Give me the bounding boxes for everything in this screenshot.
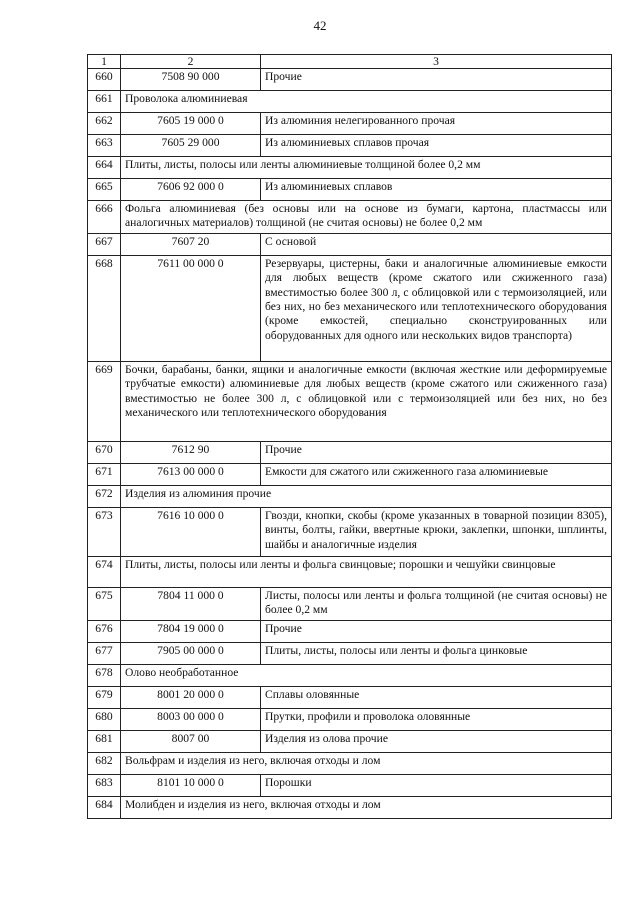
tnved-code: 8003 00 000 0: [121, 708, 261, 730]
row-number: 676: [88, 620, 121, 642]
goods-description: Сплавы оловянные: [261, 686, 612, 708]
row-number: 668: [88, 255, 121, 361]
group-heading: Молибден и изделия из него, включая отходы и лом: [121, 796, 612, 818]
tnved-code: 7611 00 000 0: [121, 255, 261, 361]
table-row: [88, 642, 612, 664]
table-row: [88, 587, 612, 620]
tnved-code: 7605 19 000 0: [121, 113, 261, 135]
table-row: [88, 201, 612, 234]
group-heading: Вольфрам и изделия из него, включая отходы и лом: [121, 752, 612, 774]
tnved-code: 7804 11 000 0: [121, 587, 261, 620]
tnved-code: 7606 92 000 0: [121, 179, 261, 201]
goods-description: Гвозди, кнопки, скобы (кроме указанных в товарной позиции 8305), винты, болты, гайки, ввертные крюки, заклепки, шпонки, шплинты, шайбы и аналогичные изделия: [261, 507, 612, 556]
header-col-2: 2: [121, 55, 261, 69]
row-number: 675: [88, 587, 121, 620]
row-number: 680: [88, 708, 121, 730]
table-row: [88, 686, 612, 708]
row-number: 666: [88, 201, 121, 234]
page-number: 42: [313, 18, 327, 33]
goods-description: Порошки: [261, 774, 612, 796]
row-number: 683: [88, 774, 121, 796]
table-row: [88, 774, 612, 796]
goods-description: Из алюминиевых сплавов: [261, 179, 612, 201]
goods-description: С основой: [261, 233, 612, 255]
goods-description: Прочие: [261, 441, 612, 463]
goods-description: Плиты, листы, полосы или ленты и фольга цинковые: [261, 642, 612, 664]
header-col-1: 1: [88, 55, 121, 69]
row-number: 665: [88, 179, 121, 201]
table-row: [88, 179, 612, 201]
tnved-code: 7616 10 000 0: [121, 507, 261, 556]
row-number: 662: [88, 113, 121, 135]
table-row: [88, 157, 612, 179]
goods-table: [87, 54, 612, 819]
group-heading: Плиты, листы, полосы или ленты алюминиевые толщиной более 0,2 мм: [121, 157, 612, 179]
table-row: [88, 91, 612, 113]
row-number: 681: [88, 730, 121, 752]
table-row: [88, 485, 612, 507]
group-heading: Фольга алюминиевая (без основы или на основе из бумаги, картона, пластмассы или аналогичных материалов) толщиной (не считая основы) не более 0,2 мм: [121, 201, 612, 234]
tnved-code: 7607 20: [121, 233, 261, 255]
row-number: 677: [88, 642, 121, 664]
row-number: 679: [88, 686, 121, 708]
group-heading: Проволока алюминиевая: [121, 91, 612, 113]
row-number: 669: [88, 361, 121, 441]
table-row: [88, 135, 612, 157]
group-heading: Плиты, листы, полосы или ленты и фольга свинцовые; порошки и чешуйки свинцовые: [121, 556, 612, 587]
table-row: [88, 752, 612, 774]
tnved-code: 8001 20 000 0: [121, 686, 261, 708]
row-number: 682: [88, 752, 121, 774]
row-number: 674: [88, 556, 121, 587]
table-row: [88, 255, 612, 361]
table-row: [88, 507, 612, 556]
tnved-code: 7508 90 000: [121, 69, 261, 91]
table-header-row: [88, 55, 612, 69]
table-row: [88, 233, 612, 255]
header-col-3: 3: [261, 55, 612, 69]
table-row: [88, 796, 612, 818]
table-row: [88, 664, 612, 686]
tnved-code: 7804 19 000 0: [121, 620, 261, 642]
goods-description: Емкости для сжатого или сжиженного газа алюминиевые: [261, 463, 612, 485]
row-number: 672: [88, 485, 121, 507]
row-number: 684: [88, 796, 121, 818]
tnved-code: 7605 29 000: [121, 135, 261, 157]
table-row: [88, 730, 612, 752]
table-row: [88, 441, 612, 463]
goods-description: Прутки, профили и проволока оловянные: [261, 708, 612, 730]
row-number: 667: [88, 233, 121, 255]
group-heading: Олово необработанное: [121, 664, 612, 686]
goods-description: Изделия из олова прочие: [261, 730, 612, 752]
table-row: [88, 708, 612, 730]
tnved-code: 8101 10 000 0: [121, 774, 261, 796]
table-row: [88, 69, 612, 91]
row-number: 673: [88, 507, 121, 556]
row-number: 670: [88, 441, 121, 463]
row-number: 663: [88, 135, 121, 157]
goods-description: Из алюминия нелегированного прочая: [261, 113, 612, 135]
table-row: [88, 361, 612, 441]
goods-description: Прочие: [261, 620, 612, 642]
row-number: 661: [88, 91, 121, 113]
row-number: 664: [88, 157, 121, 179]
table-row: [88, 620, 612, 642]
row-number: 660: [88, 69, 121, 91]
table-row: [88, 463, 612, 485]
goods-description: Листы, полосы или ленты и фольга толщиной (не считая основы) не более 0,2 мм: [261, 587, 612, 620]
tnved-code: 7905 00 000 0: [121, 642, 261, 664]
row-number: 678: [88, 664, 121, 686]
goods-description: Прочие: [261, 69, 612, 91]
group-heading: Бочки, барабаны, банки, ящики и аналогичные емкости (включая жесткие или деформируемые трубчатые емкости) алюминиевые для любых веществ (кроме сжатого или сжиженного газа) вместимостью не более 300 л, с облицовкой или с термоизоляцией или без них, но без механического или теплотехнического оборудования: [121, 361, 612, 441]
tnved-code: 7613 00 000 0: [121, 463, 261, 485]
tnved-code: 8007 00: [121, 730, 261, 752]
row-number: 671: [88, 463, 121, 485]
table-row: [88, 556, 612, 587]
group-heading: Изделия из алюминия прочие: [121, 485, 612, 507]
tnved-code: 7612 90: [121, 441, 261, 463]
table-row: [88, 113, 612, 135]
goods-description: Из алюминиевых сплавов прочая: [261, 135, 612, 157]
goods-description: Резервуары, цистерны, баки и аналогичные алюминиевые емкости для любых веществ (кроме сжатого или сжиженного газа) вместимостью более 300 л, с облицовкой или с термоизоляцией, или без них, но без механического или теплотехнического оборудования (кроме емкостей, специально сконструированных или оборудованных для одного или нескольких видов транспорта): [261, 255, 612, 361]
